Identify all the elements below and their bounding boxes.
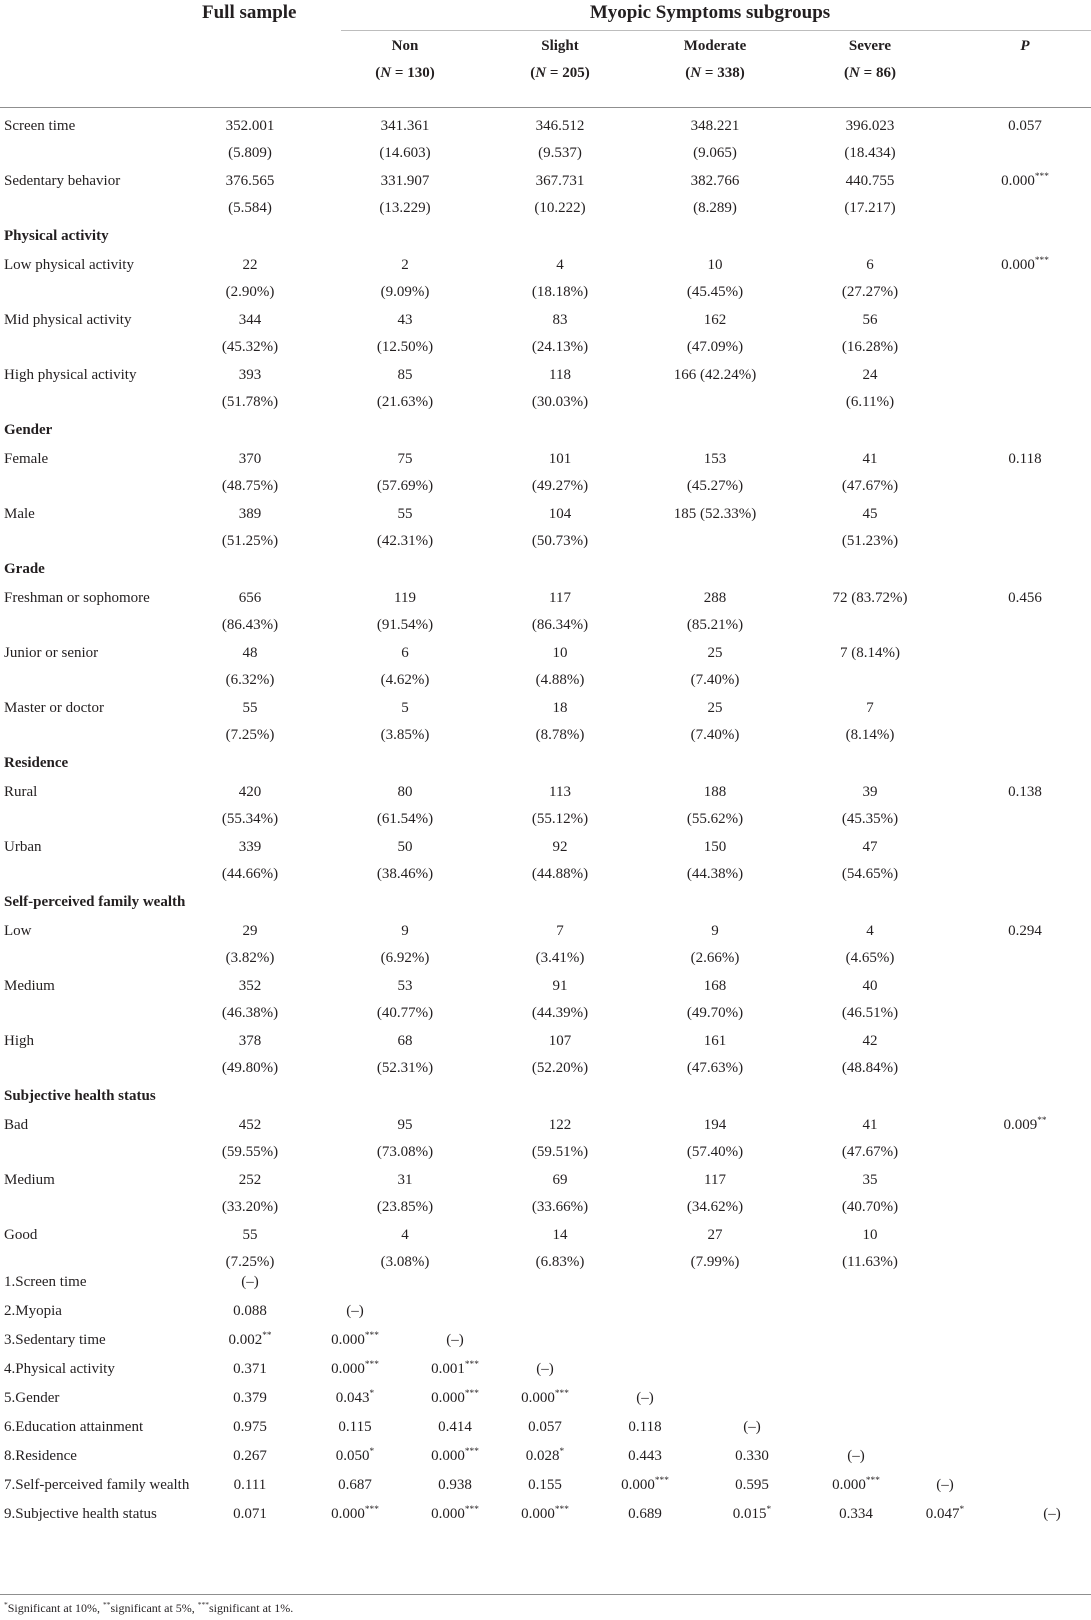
table-cell: (16.28%) [841,339,899,355]
table-cell: 45 [862,506,878,522]
table-cell: (7.40%) [690,727,740,743]
row-label: Junior or senior [4,645,99,661]
table-cell: 10 [552,645,568,661]
table-cell: 5 [401,700,409,716]
table-cell: (57.69%) [376,478,434,494]
table-cell: (33.66%) [531,1199,589,1215]
table-cell: (45.35%) [841,811,899,827]
correlation-cell: 0.015* [732,1505,772,1522]
table-cell: (3.82%) [225,950,275,966]
column-header-moderate: Moderate [683,38,747,54]
table-cell: (38.46%) [376,866,434,882]
table-cell: 72 (83.72%) [832,590,908,606]
table-cell: 10 [707,257,723,273]
column-header-slight: Slight [541,38,579,54]
table-cell: 117 [704,1172,726,1188]
table-cell: 91 [552,978,568,994]
table-cell: 4 [401,1227,409,1243]
table-cell: (57.40%) [686,1144,744,1160]
table-cell: (50.73%) [531,533,589,549]
table-cell: 348.221 [690,118,740,134]
footnote: *Significant at 10%, **significant at 5%, ***significant at 1%. [4,1600,294,1615]
row-label: Low physical activity [4,257,134,273]
row-label: Master or doctor [4,700,104,716]
correlation-cell: (–) [1043,1506,1061,1522]
table-cell: 101 [548,451,572,467]
table-cell: 0.456 [1008,590,1042,606]
table-cell: 344 [238,312,262,328]
row-label: Good [4,1227,38,1243]
table-cell: (33.20%) [221,1199,279,1215]
column-n-non: (N = 130) [375,65,435,81]
table-cell: 382.766 [690,173,740,189]
group-heading: Subjective health status [4,1088,156,1104]
table-cell: 378 [238,1033,262,1049]
table-cell: 42 [862,1033,878,1049]
table-cell: 27 [707,1227,723,1243]
table-cell: 161 [703,1033,727,1049]
table-cell: (86.34%) [531,617,589,633]
table-cell: 122 [548,1117,572,1133]
table-cell: (47.67%) [841,1144,899,1160]
correlation-row-label: 5.Gender [4,1390,60,1406]
table-cell: (45.27%) [686,478,744,494]
correlation-cell: 0.595 [735,1477,769,1493]
table-cell: (59.51%) [531,1144,589,1160]
row-label: Urban [4,839,42,855]
table-cell: 7 (8.14%) [840,645,900,661]
table-cell: 24 [862,367,878,383]
table-cell: 0.009** [1003,1116,1047,1133]
table-cell: (46.51%) [841,1005,899,1021]
correlation-row-label: 4.Physical activity [4,1361,115,1377]
table-cell: 83 [552,312,568,328]
full-sample-header: Full sample [202,2,297,23]
table-cell: 346.512 [535,118,585,134]
table-cell: 119 [394,590,416,606]
table-cell: 56 [862,312,878,328]
table-cell: (42.31%) [376,533,434,549]
table-cell: 104 [548,506,572,522]
table-cell: (44.38%) [686,866,744,882]
table-cell: (44.66%) [221,866,279,882]
correlation-cell: 0.000*** [331,1360,379,1377]
table-cell: (5.809) [228,145,272,161]
table-cell: (47.67%) [841,478,899,494]
table-cell: (3.85%) [380,727,430,743]
table-cell: 0.057 [1008,118,1042,134]
table-cell: (7.40%) [690,672,740,688]
table-cell: (6.92%) [380,950,430,966]
correlation-cell: 0.002** [228,1331,272,1348]
correlation-cell: 0.330 [735,1448,769,1464]
table-cell: (8.289) [693,200,737,216]
table-cell: 440.755 [845,173,895,189]
table-cell: (54.65%) [841,866,899,882]
table-cell: (55.12%) [531,811,589,827]
table-cell: 41 [862,1117,878,1133]
correlation-cell: 0.975 [233,1419,267,1435]
correlation-cell: 0.000*** [431,1447,479,1464]
table-cell: 166 (42.24%) [673,367,757,383]
table-cell: 194 [703,1117,727,1133]
table-cell: (9.537) [538,145,582,161]
group-heading: Physical activity [4,228,109,244]
table-cell: 331.907 [380,173,430,189]
table-cell: 55 [397,506,413,522]
table-cell: 14 [552,1227,568,1243]
table-cell: 341.361 [380,118,430,134]
table-cell: (17.217) [844,200,896,216]
correlation-cell: 0.938 [438,1477,472,1493]
table-cell: 47 [862,839,878,855]
row-label: Medium [4,1172,55,1188]
table-cell: 48 [242,645,258,661]
correlation-cell: 0.000*** [621,1476,669,1493]
table-cell: (51.23%) [841,533,899,549]
table-cell: (2.90%) [225,284,275,300]
correlation-cell: 0.443 [628,1448,662,1464]
row-label: Sedentary behavior [4,173,121,189]
table-cell: (7.99%) [690,1254,740,1270]
correlation-cell: 0.267 [233,1448,267,1464]
table-cell: 25 [707,645,723,661]
table-cell: 452 [238,1117,262,1133]
table-cell: 376.565 [225,173,275,189]
table-cell: 85 [397,367,413,383]
table-cell: 185 (52.33%) [673,506,757,522]
table-cell: (61.54%) [376,811,434,827]
correlation-cell: 0.057 [528,1419,562,1435]
table-cell: 25 [707,700,723,716]
correlation-row-label: 6.Education attainment [4,1419,144,1435]
correlation-cell: 0.334 [839,1506,873,1522]
table-cell: 35 [862,1172,878,1188]
row-label: Female [4,451,49,467]
group-heading: Gender [4,422,53,438]
table-cell: 7 [556,923,564,939]
correlation-cell: 0.371 [233,1361,267,1377]
table-cell: 10 [862,1227,878,1243]
table-cell: (47.09%) [686,339,744,355]
correlation-row-label: 3.Sedentary time [4,1332,106,1348]
table-cell: (91.54%) [376,617,434,633]
column-n-severe: (N = 86) [844,65,896,81]
table-cell: 153 [703,451,727,467]
correlation-cell: (–) [536,1361,554,1377]
table-cell: 393 [238,367,262,383]
table-cell: 31 [397,1172,413,1188]
table-cell: (48.75%) [221,478,279,494]
table-cell: 50 [397,839,413,855]
correlation-cell: 0.115 [338,1419,372,1435]
header-bottom-rule [0,107,1091,108]
table-cell: 370 [238,451,262,467]
table-cell: 118 [549,367,571,383]
table-cell: (40.70%) [841,1199,899,1215]
table-cell: (48.84%) [841,1060,899,1076]
table-cell: (44.88%) [531,866,589,882]
table-cell: 9 [401,923,409,939]
table-cell: (3.08%) [380,1254,430,1270]
table-cell: 150 [703,839,727,855]
correlation-row-label: 2.Myopia [4,1303,62,1319]
row-label: Male [4,506,35,522]
table-cell: (4.88%) [535,672,585,688]
table-cell: (18.434) [844,145,896,161]
table-cell: 55 [242,700,258,716]
correlation-cell: (–) [743,1419,761,1435]
table-cell: (24.13%) [531,339,589,355]
correlation-cell: 0.000*** [521,1389,569,1406]
correlation-cell: 0.050* [335,1447,375,1464]
table-cell: (40.77%) [376,1005,434,1021]
correlation-cell: 0.111 [233,1477,267,1493]
table-cell: (55.34%) [221,811,279,827]
correlation-cell: (–) [241,1274,259,1290]
correlation-cell: (–) [346,1303,364,1319]
table-cell: (12.50%) [376,339,434,355]
correlation-cell: 0.689 [628,1506,662,1522]
table-cell: (30.03%) [531,394,589,410]
table-cell: 113 [549,784,571,800]
row-label: Freshman or sophomore [4,590,150,606]
row-label: Low [4,923,32,939]
column-n-moderate: (N = 338) [685,65,745,81]
subgroups-header-rule [341,30,1091,31]
table-cell: 252 [238,1172,262,1188]
correlation-cell: 0.001*** [431,1360,479,1377]
correlation-cell: (–) [446,1332,464,1348]
row-label: Screen time [4,118,76,134]
correlation-cell: 0.088 [233,1303,267,1319]
column-n-slight: (N = 205) [530,65,590,81]
correlation-cell: 0.000*** [331,1505,379,1522]
group-heading: Grade [4,561,45,577]
column-header-non: Non [391,38,419,54]
table-cell: (4.62%) [380,672,430,688]
table-cell: 7 [866,700,874,716]
correlation-cell: 0.155 [528,1477,562,1493]
table-cell: (10.222) [534,200,586,216]
table-cell: 39 [862,784,878,800]
table-cell: (7.25%) [225,1254,275,1270]
correlation-cell: 0.687 [338,1477,372,1493]
table-cell: (13.229) [379,200,431,216]
table-cell: 80 [397,784,413,800]
correlation-cell: 0.028* [525,1447,565,1464]
table-cell: (34.62%) [686,1199,744,1215]
table-cell: 0.000*** [1001,172,1049,189]
column-header-p: P [1020,38,1030,54]
table-cell: (52.31%) [376,1060,434,1076]
correlation-cell: (–) [847,1448,865,1464]
table-cell: 107 [548,1033,572,1049]
table-cell: (11.63%) [842,1254,898,1270]
table-cell: 6 [401,645,409,661]
table-cell: (18.18%) [531,284,589,300]
table-cell: (47.63%) [686,1060,744,1076]
table-cell: (9.065) [693,145,737,161]
table-cell: (85.21%) [686,617,744,633]
table-cell: (6.32%) [225,672,275,688]
table-cell: 0.118 [1008,451,1042,467]
row-label: High [4,1033,34,1049]
table-cell: 29 [242,923,258,939]
table-cell: 92 [552,839,568,855]
table-cell: 352.001 [225,118,275,134]
table-cell: (8.14%) [845,727,895,743]
table-cell: 352 [238,978,262,994]
correlation-cell: 0.000*** [832,1476,880,1493]
table-cell: 6 [866,257,874,273]
table-cell: 69 [552,1172,568,1188]
table-cell: (2.66%) [690,950,740,966]
table-cell: 420 [238,784,262,800]
table-cell: 389 [238,506,262,522]
table-cell: (9.09%) [380,284,430,300]
table-cell: 188 [703,784,727,800]
correlation-cell: 0.000*** [521,1505,569,1522]
group-heading: Residence [4,755,69,771]
correlation-cell: 0.118 [628,1419,662,1435]
correlation-cell: 0.000*** [431,1505,479,1522]
table-cell: (7.25%) [225,727,275,743]
table-cell: 0.294 [1008,923,1042,939]
table-cell: 288 [703,590,727,606]
table-cell: 367.731 [535,173,585,189]
row-label: High physical activity [4,367,137,383]
table-cell: (52.20%) [531,1060,589,1076]
correlation-row-label: 8.Residence [4,1448,77,1464]
table-cell: (59.55%) [221,1144,279,1160]
table-cell: 656 [238,590,262,606]
table-cell: 18 [552,700,568,716]
correlation-cell: (–) [636,1390,654,1406]
table-cell: (55.62%) [686,811,744,827]
correlation-cell: 0.043* [335,1389,375,1406]
table-bottom-rule [0,1594,1091,1595]
table-cell: (45.32%) [221,339,279,355]
table-cell: (86.43%) [221,617,279,633]
table-cell: (73.08%) [376,1144,434,1160]
table-cell: (49.27%) [531,478,589,494]
table-cell: 0.000*** [1001,256,1049,273]
correlation-row-label: 7.Self-perceived family wealth [4,1477,190,1493]
table-cell: (51.78%) [221,394,279,410]
table-cell: (6.11%) [845,394,895,410]
correlation-cell: 0.047* [925,1505,965,1522]
table-cell: 95 [397,1117,413,1133]
table-cell: (5.584) [228,200,272,216]
table-cell: 75 [397,451,413,467]
table-cell: 68 [397,1033,413,1049]
subgroups-header: Myopic Symptoms subgroups [589,2,831,23]
correlation-cell: 0.379 [233,1390,267,1406]
column-header-severe: Severe [848,38,892,54]
table-cell: (49.70%) [686,1005,744,1021]
row-label: Bad [4,1117,29,1133]
table-cell: (27.27%) [841,284,899,300]
row-label: Rural [4,784,38,800]
table-cell: 4 [866,923,874,939]
table-cell: (49.80%) [221,1060,279,1076]
table-cell: (3.41%) [535,950,585,966]
table-cell: (46.38%) [221,1005,279,1021]
correlation-row-label: 9.Subjective health status [4,1506,157,1522]
row-label: Mid physical activity [4,312,132,328]
correlation-cell: 0.414 [438,1419,472,1435]
table-cell: 2 [401,257,409,273]
table-cell: (45.45%) [686,284,744,300]
row-label: Medium [4,978,55,994]
table-cell: 0.138 [1008,784,1042,800]
table-cell: 4 [556,257,564,273]
table-cell: (4.65%) [845,950,895,966]
table-cell: 9 [711,923,719,939]
table-cell: (8.78%) [535,727,585,743]
correlation-cell: 0.000*** [431,1389,479,1406]
table-cell: (14.603) [379,145,431,161]
table-cell: (44.39%) [531,1005,589,1021]
table-cell: (51.25%) [221,533,279,549]
table-cell: 339 [238,839,262,855]
table-cell: (6.83%) [535,1254,585,1270]
table-cell: 55 [242,1227,258,1243]
table-cell: (23.85%) [376,1199,434,1215]
correlation-cell: 0.071 [233,1506,267,1522]
correlation-cell: 0.000*** [331,1331,379,1348]
table-cell: 162 [703,312,727,328]
group-heading: Self-perceived family wealth [4,894,186,910]
table-cell: 396.023 [845,118,895,134]
table-cell: 53 [397,978,413,994]
table-cell: 168 [703,978,727,994]
table-cell: 40 [862,978,878,994]
table-cell: 41 [862,451,878,467]
table-cell: 43 [397,312,413,328]
correlation-cell: (–) [936,1477,954,1493]
table-cell: (21.63%) [376,394,434,410]
table-cell: 22 [242,257,258,273]
correlation-row-label: 1.Screen time [4,1274,87,1290]
table-cell: 117 [549,590,571,606]
